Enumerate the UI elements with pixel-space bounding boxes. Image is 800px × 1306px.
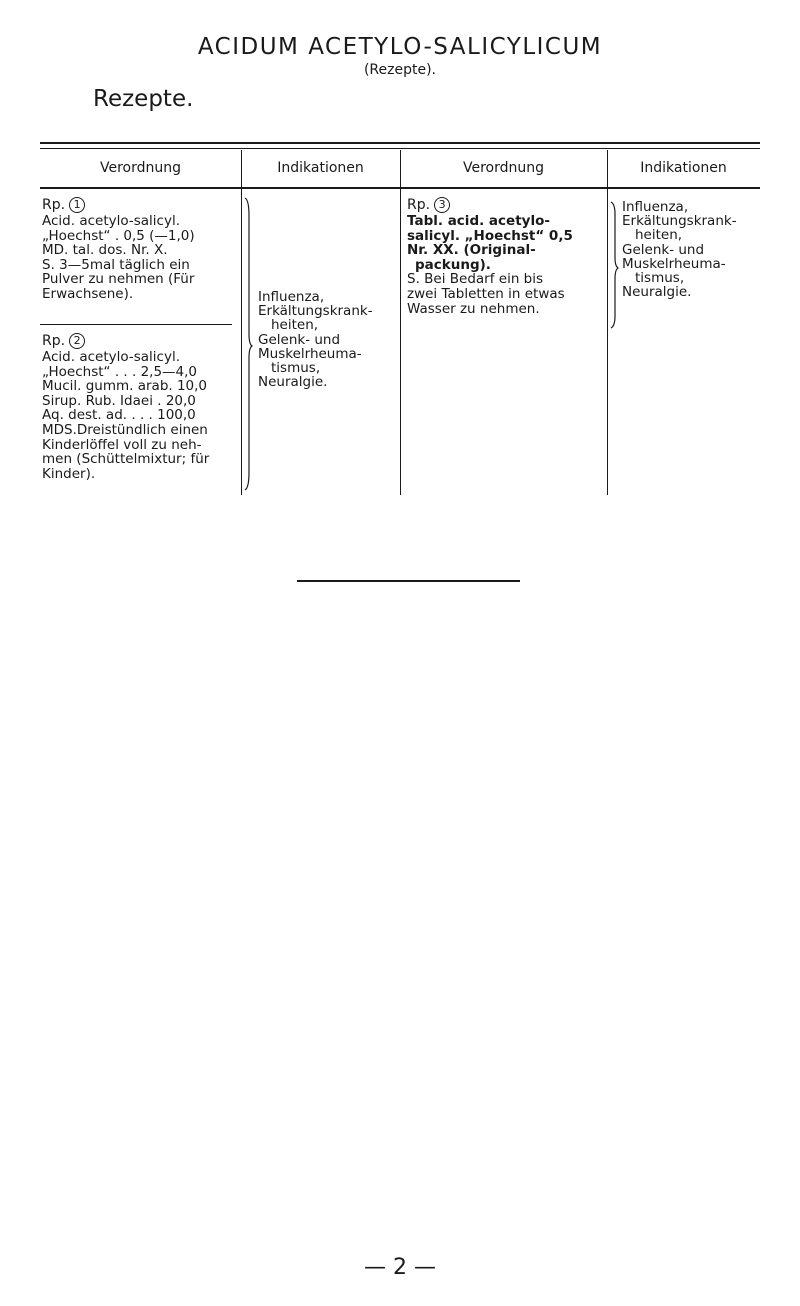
- indication-line: Neuralgie.: [622, 284, 692, 301]
- recipe-line: men (Schüttelmixtur; für: [42, 451, 210, 468]
- indication-line: tismus,: [635, 270, 685, 287]
- recipe-line: salicyl. „Hoechst“ 0,5: [407, 227, 573, 244]
- recipe-2-heading: [42, 333, 209, 349]
- indication-line: Erkältungskrank-: [258, 303, 373, 320]
- recipe-line: Acid. acetylo-salicyl.: [42, 213, 180, 229]
- column-header-verordnung-1: Verordnung: [99, 160, 182, 176]
- indication-line: Neuralgie.: [258, 374, 328, 391]
- recipe-line: „Hoechst“ . . . 2,5—4,0: [42, 363, 198, 380]
- column-divider-3: [607, 150, 608, 495]
- recipe-line: MDS.Dreistündlich einen: [42, 421, 208, 438]
- recipe-line: Nr. XX. (Original-: [407, 242, 536, 259]
- column-divider-1: [241, 150, 242, 495]
- closing-rule: [297, 580, 520, 582]
- indication-line: Influenza,: [258, 289, 325, 305]
- recipe-number-circle: 3: [434, 197, 450, 213]
- recipe-line: Erwachsene).: [42, 285, 134, 302]
- recipe-line: „Hoechst“ . 0,5 (—1,0): [42, 227, 195, 244]
- recipe-prefix: Rp.: [42, 332, 66, 349]
- column-divider-2: [400, 150, 401, 495]
- indication-line: heiten,: [635, 227, 683, 244]
- section-title: Rezepte.: [93, 86, 194, 112]
- recipe-3: [407, 197, 573, 316]
- recipe-line: Aq. dest. ad. . . . 100,0: [42, 407, 196, 424]
- indication-line: heiten,: [271, 317, 319, 334]
- column-header-indikationen-2: Indikationen: [640, 160, 727, 176]
- indication-line: Muskelrheuma-: [622, 255, 726, 272]
- recipe-line: S. 3—5mal täglich ein: [42, 256, 190, 273]
- recipe-3-heading: [407, 197, 573, 213]
- table-top-rule-thin: [40, 148, 760, 149]
- column-header-indikationen-1: Indikationen: [277, 160, 364, 176]
- brace-left-icon: [243, 196, 253, 492]
- recipe-line: S. Bei Bedarf ein bis: [407, 271, 544, 288]
- recipe-line: Pulver zu nehmen (Für: [42, 271, 195, 288]
- recipe-line: zwei Tabletten in etwas: [407, 285, 565, 302]
- recipe-line: packung).: [415, 256, 491, 273]
- recipe-separator: [40, 324, 232, 325]
- indications-1: [258, 290, 373, 389]
- indication-line: Influenza,: [622, 199, 689, 215]
- document-subtitle: (Rezepte).: [363, 62, 437, 78]
- recipe-1: [42, 197, 195, 302]
- recipe-number-circle: 1: [69, 197, 85, 213]
- recipe-line: MD. tal. dos. Nr. X.: [42, 242, 168, 259]
- recipe-line: Mucil. gumm. arab. 10,0: [42, 378, 208, 395]
- recipe-prefix: Rp.: [407, 196, 431, 213]
- indication-line: tismus,: [271, 360, 321, 377]
- recipe-prefix: Rp.: [42, 196, 66, 213]
- recipe-line: Acid. acetylo-salicyl.: [42, 349, 180, 365]
- table-top-rule: [40, 142, 760, 144]
- recipe-number-circle: 2: [69, 333, 85, 349]
- indication-line: Erkältungskrank-: [622, 213, 737, 230]
- recipe-line: Wasser zu nehmen.: [407, 300, 540, 317]
- indications-2: [622, 200, 737, 299]
- column-header-verordnung-2: Verordnung: [462, 160, 545, 176]
- recipe-line: Sirup. Rub. Idaei . 20,0: [42, 392, 196, 409]
- document-title: ACIDUM ACETYLO-SALICYLICUM: [197, 34, 603, 60]
- recipe-line: Kinderlöffel voll zu neh-: [42, 436, 202, 453]
- recipe-line: Kinder).: [42, 465, 96, 482]
- indication-line: Gelenk- und: [258, 331, 341, 348]
- brace-right-icon: [609, 200, 619, 330]
- recipe-2: [42, 333, 209, 481]
- page-number: — 2 —: [364, 1255, 436, 1280]
- recipe-1-heading: [42, 197, 195, 213]
- indication-line: Gelenk- und: [622, 241, 705, 258]
- indication-line: Muskelrheuma-: [258, 345, 362, 362]
- recipe-line: Tabl. acid. acetylo-: [407, 213, 550, 229]
